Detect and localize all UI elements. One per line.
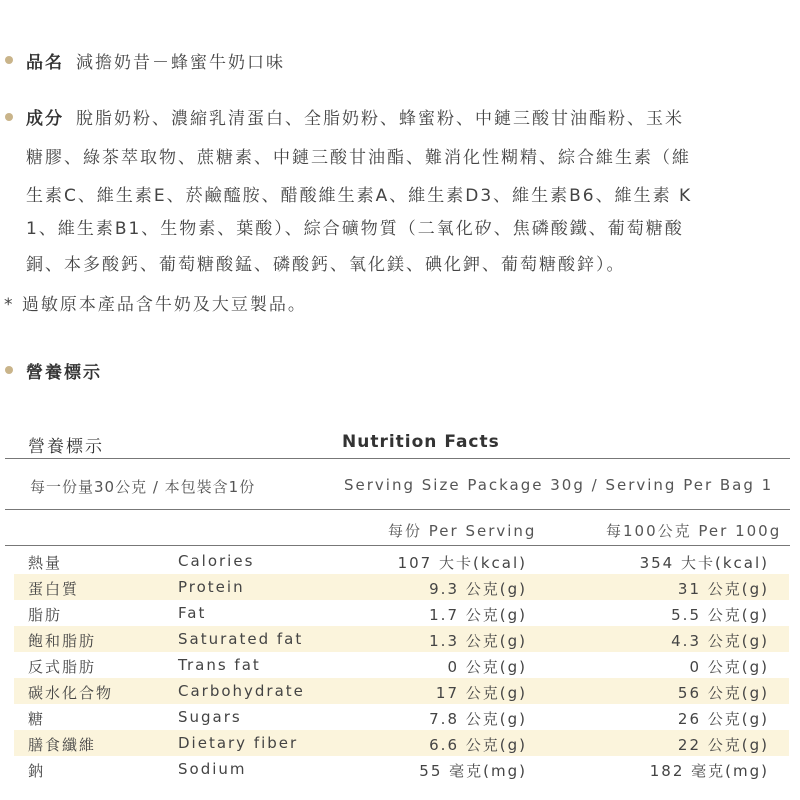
nutrient-name-zh: 膳食纖維: [28, 736, 97, 754]
value-per-100g: 4.3 公克(g): [671, 632, 769, 650]
nutrient-name-en: Dietary fiber: [178, 734, 299, 752]
serving-size-en: Serving Size Package 30g / Serving Per Bag 1: [344, 476, 774, 494]
value-per-serving: 7.8 公克(g): [429, 710, 527, 728]
serving-size-zh: 每一份量30公克 / 本包裝含1份: [30, 478, 256, 496]
product-name: 減擔奶昔－蜂蜜牛奶口味: [76, 53, 285, 73]
nutrient-name-en: Carbohydrate: [178, 682, 305, 700]
ingredients-line-5: 銅、本多酸鈣、葡萄糖酸錳、磷酸鈣、氧化鎂、碘化鉀、葡萄糖酸鋅）。: [26, 255, 626, 275]
value-per-100g: 0 公克(g): [689, 658, 769, 676]
product-name-line: [26, 48, 285, 73]
value-per-100g: 182 毫克(mg): [649, 762, 769, 780]
value-per-serving: 0 公克(g): [447, 658, 527, 676]
value-per-serving: 1.3 公克(g): [429, 632, 527, 650]
ingredients-line-4: 1、維生素B1、生物素、葉酸）、綜合礦物質（二氧化矽、焦磷酸鐵、葡萄糖酸: [26, 219, 684, 239]
value-per-100g: 354 大卡(kcal): [639, 554, 769, 572]
nutrient-name-zh: 脂肪: [28, 606, 63, 624]
nutrient-name-en: Protein: [178, 578, 245, 596]
table-title-en: Nutrition Facts: [342, 432, 500, 452]
nutrient-name-zh: 熱量: [28, 554, 63, 572]
table-title-zh: 營養標示: [28, 437, 104, 457]
table-row: [14, 678, 789, 704]
ingredients-line-2: 糖膠、綠茶萃取物、蔗糖素、中鏈三酸甘油酯、難消化性糊精、綜合維生素（維: [26, 148, 691, 168]
bullet-dot-icon: [5, 56, 13, 64]
divider: [5, 545, 790, 546]
value-per-serving: 6.6 公克(g): [429, 736, 527, 754]
value-per-100g: 26 公克(g): [677, 710, 769, 728]
nutrient-name-zh: 糖: [28, 710, 46, 728]
col-header-per-100g: 每100公克 Per 100g: [606, 522, 782, 540]
nutrient-name-zh: 飽和脂肪: [28, 632, 97, 650]
table-row: [14, 704, 789, 730]
table-row: [14, 600, 789, 626]
ingredients-text: 脫脂奶粉、濃縮乳清蛋白、全脂奶粉、蜂蜜粉、中鏈三酸甘油酯粉、玉米: [76, 109, 684, 129]
bullet-dot-icon: [5, 366, 13, 374]
nutrient-name-en: Saturated fat: [178, 630, 304, 648]
table-row: [14, 756, 789, 782]
ingredients-line-1: [26, 104, 684, 129]
product-label: 品名: [26, 53, 64, 73]
col-header-per-serving: 每份 Per Serving: [388, 522, 537, 540]
divider: [5, 509, 790, 510]
nutrient-name-zh: 碳水化合物: [28, 684, 114, 702]
table-row: [14, 574, 789, 600]
nutrient-name-zh: 反式脂肪: [28, 658, 97, 676]
value-per-serving: 107 大卡(kcal): [397, 554, 527, 572]
allergy-note: * 過敏原本產品含牛奶及大豆製品。: [4, 295, 307, 315]
value-per-100g: 56 公克(g): [677, 684, 769, 702]
table-row: [14, 652, 789, 678]
table-row: [14, 730, 789, 756]
nutrient-name-en: Fat: [178, 604, 207, 622]
value-per-100g: 22 公克(g): [677, 736, 769, 754]
nutrient-name-zh: 蛋白質: [28, 580, 80, 598]
nutrient-name-en: Sugars: [178, 708, 242, 726]
ingredients-label: 成分: [26, 109, 64, 129]
divider: [5, 458, 790, 459]
table-row: [14, 626, 789, 652]
value-per-serving: 9.3 公克(g): [429, 580, 527, 598]
table-row: [14, 548, 789, 574]
nutrition-heading: 營養標示: [26, 363, 102, 383]
value-per-serving: 1.7 公克(g): [429, 606, 527, 624]
nutrient-name-en: Trans fat: [178, 656, 261, 674]
value-per-serving: 17 公克(g): [435, 684, 527, 702]
bullet-dot-icon: [5, 113, 13, 121]
nutrient-name-en: Sodium: [178, 760, 247, 778]
value-per-serving: 55 毫克(mg): [419, 762, 527, 780]
ingredients-line-3: 生素C、維生素E、菸鹼醯胺、醋酸維生素A、維生素D3、維生素B6、維生素 K: [26, 186, 693, 206]
nutrient-name-en: Calories: [178, 552, 255, 570]
value-per-100g: 5.5 公克(g): [671, 606, 769, 624]
nutrient-name-zh: 鈉: [28, 762, 46, 780]
value-per-100g: 31 公克(g): [677, 580, 769, 598]
